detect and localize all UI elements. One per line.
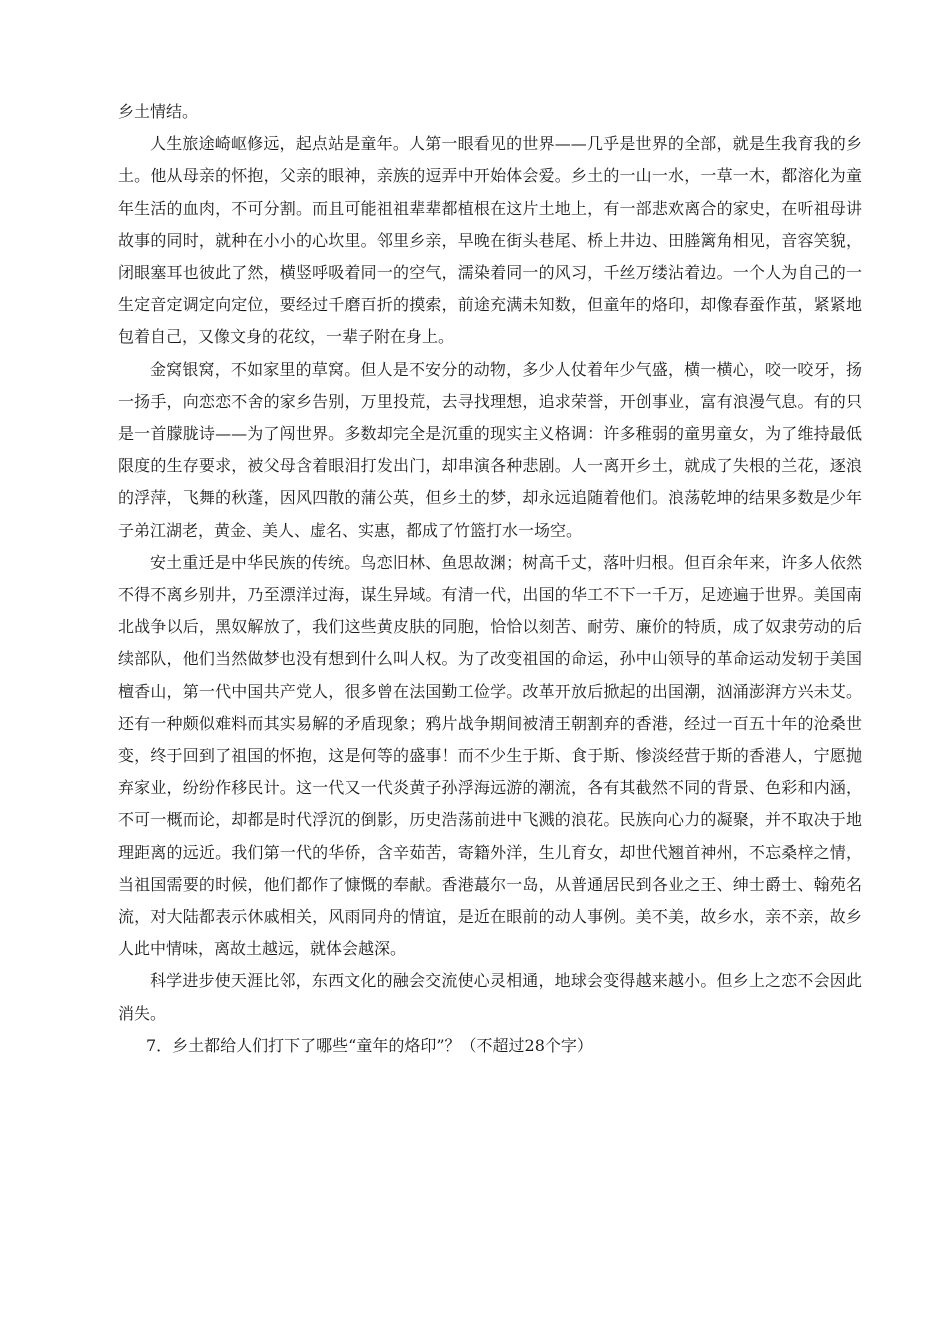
article-body bbox=[118, 96, 862, 1062]
paragraph-0: 乡土情结。 bbox=[118, 102, 199, 121]
paragraph-1: 人生旅途崎岖修远，起点站是童年。人第一眼看见的世界——几乎是世界的全部，就是生我育我的乡土。他从母亲的怀抱，父亲的眼神，亲族的逗弄中开始体会爱。乡土的一山一水，一草一木，都溶化为童年生活的血肉，不可分割。而且可能祖祖辈辈都植根在这片土地上，有一部悲欢离合的家史，在听祖母讲故事的同时，就种在小小的心坎里。邻里乡亲，早晚在街头巷尾、桥上井边、田塍篱角相见，音容笑貌，闭眼塞耳也彼此了然，横竖呼吸着同一的空气，濡染着同一的风习，千丝万缕沾着边。一个人为自己的一生定音定调定向定位，要经过千磨百折的摸索，前途充满未知数，但童年的烙印，却像春蚕作茧，紧紧地包着自己，又像文身的花纹，一辈子附在身上。 bbox=[118, 134, 862, 347]
paragraph-2: 金窝银窝，不如家里的草窝。但人是不安分的动物，多少人仗着年少气盛，横一横心，咬一咬牙，扬一扬手，向恋恋不舍的家乡告别，万里投荒，去寻找理想，追求荣誉，开创事业，富有浪漫气息。有的只是一首朦胧诗——为了闯世界。多数却完全是沉重的现实主义格调：许多稚弱的童男童女，为了维持最低限度的生存要求，被父母含着眼泪打发出门，却串演各种悲剧。人一离开乡土，就成了失根的兰花，逐浪的浮萍，飞舞的秋蓬，因风四散的蒲公英，但乡土的梦，却永远追随着他们。浪荡乾坤的结果多数是少年子弟江湖老，黄金、美人、虚名、实惠，都成了竹篮打水一场空。 bbox=[118, 359, 862, 540]
paragraph-4: 科学进步使天涯比邻，东西文化的融会交流使心灵相通，地球会变得越来越小。但乡上之恋不会因此消失。 bbox=[118, 971, 862, 1023]
paragraph-3: 安土重迁是中华民族的传统。鸟恋旧林、鱼思故渊；树高千丈，落叶归根。但百余年来，许多人依然不得不离乡别井，乃至漂洋过海，谋生异域。有清一代，出国的华工不下一千万，足迹遍于世界。美国南北战争以后，黑奴解放了，我们这些黄皮肤的同胞，恰恰以刻苦、耐劳、廉价的特质，成了奴隶劳动的后续部队，他们当然做梦也没有想到什么叫人权。为了改变祖国的命运，孙中山领导的革命运动发轫于美国檀香山，第一代中国共产党人，很多曾在法国勤工俭学。改革开放后掀起的出国潮，汹涌澎湃方兴未艾。还有一种颇似难料而其实易解的矛盾现象；鸦片战争期间被清王朝割弃的香港，经过一百五十年的沧桑世变，终于回到了祖国的怀抱，这是何等的盛事！而不少生于斯、食于斯、惨淡经营于斯的香港人，宁愿抛弃家业，纷纷作移民计。这一代又一代炎黄子孙浮海远游的潮流，各有其截然不同的背景、色彩和内涵，不可一概而论，却都是时代浮沉的倒影，历史浩荡前进中飞溅的浪花。民族向心力的凝聚，并不取决于地理距离的远近。我们第一代的华侨，含辛茹苦，寄籍外洋，生儿育女，却世代翘首神州，不忘桑梓之情，当祖国需要的时候，他们都作了慷慨的奉献。香港蕞尔一岛，从普通居民到各业之王、绅士爵士、翰苑名流，对大陆都表示休戚相关，风雨同舟的情谊，是近在眼前的动人事例。美不美，故乡水，亲不亲，故乡人此中情味，离故土越远，就体会越深。 bbox=[118, 552, 862, 959]
question-7: 7．乡土都给人们打下了哪些“童年的烙印”？（不超过28个字） bbox=[146, 1035, 593, 1055]
